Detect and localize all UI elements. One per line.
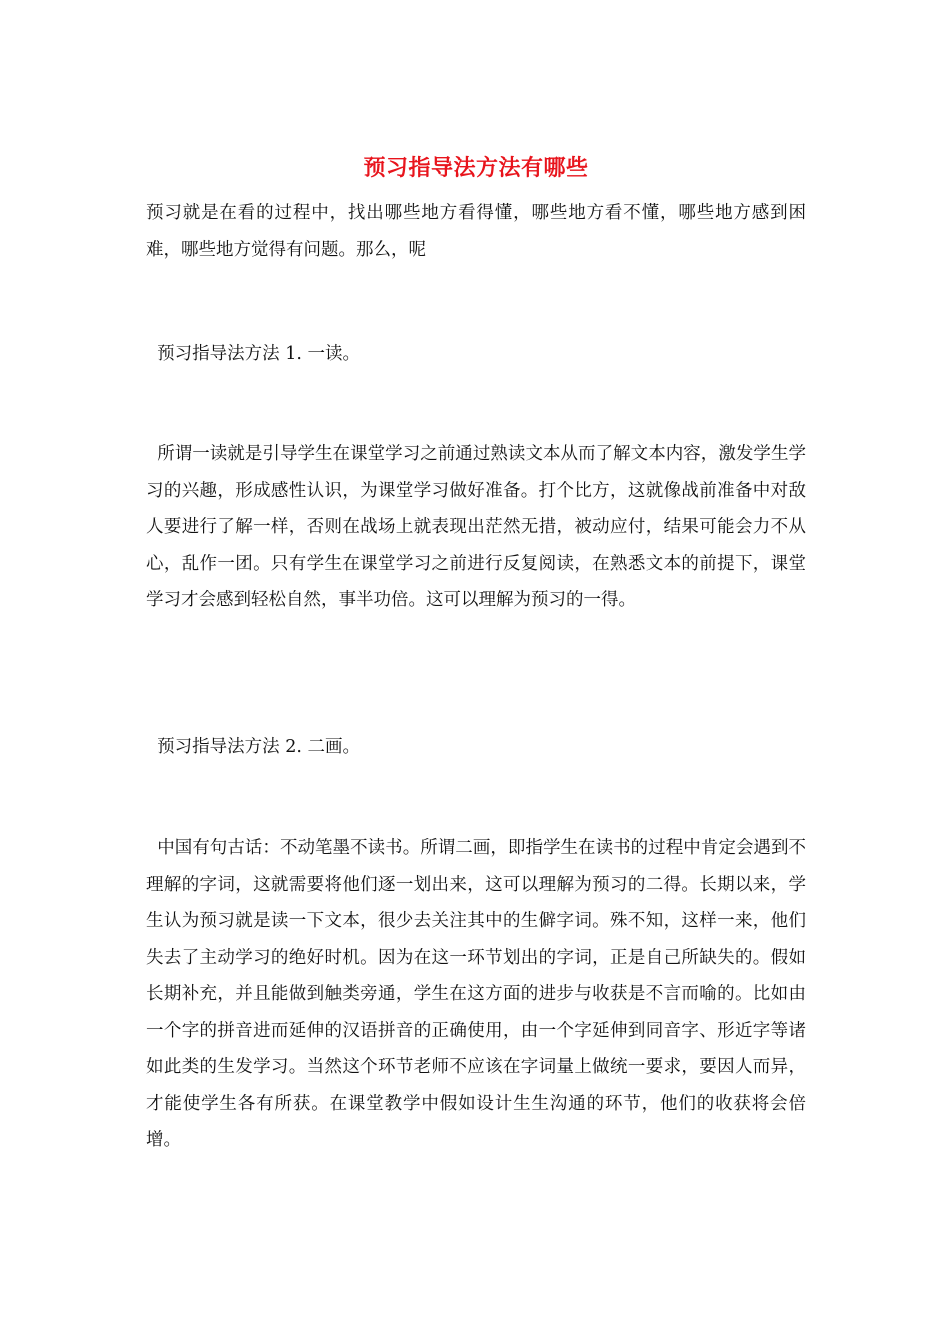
section2-heading: 预习指导法方法 2. 二画。 [146,737,360,757]
intro-paragraph: 预习就是在看的过程中，找出哪些地方看得懂，哪些地方看不懂，哪些地方感到困难，哪些地方觉得有问题。那么，呢 [146,203,806,260]
document-title: 预习指导法方法有哪些 [363,155,589,181]
section2-body: 中国有句古话：不动笔墨不读书。所谓二画，即指学生在读书的过程中肯定会遇到不理解的字词，这就需要将他们逐一划出来，这可以理解为预习的二得。长期以来，学生认为预习就是读一下文本，很少去关注其中的生僻字词。殊不知，这样一来，他们失去了主动学习的绝好时机。因为在这一环节划出的字词，正是自己所缺失的。假如长期补充，并且能做到触类旁通，学生在这方面的进步与收获是不言而喻的。比如由一个字的拼音进而延伸的汉语拼音的正确使用，由一个字延伸到同音字、形近字等诸如此类的生发学习。当然这个环节老师不应该在字词量上做统一要求，要因人而异，才能使学生各有所获。在课堂教学中假如设计生生沟通的环节，他们的收获将会倍增。 [146,838,806,1150]
section1-body: 所谓一读就是引导学生在课堂学习之前通过熟读文本从而了解文本内容，激发学生学习的兴趣，形成感性认识，为课堂学习做好准备。打个比方，这就像战前准备中对敌人要进行了解一样，否则在战场上就表现出茫然无措，被动应付，结果可能会力不从心，乱作一团。只有学生在课堂学习之前进行反复阅读，在熟悉文本的前提下，课堂学习才会感到轻松自然，事半功倍。这可以理解为预习的一得。 [146,444,806,610]
section1-heading: 预习指导法方法 1. 一读。 [146,344,360,364]
